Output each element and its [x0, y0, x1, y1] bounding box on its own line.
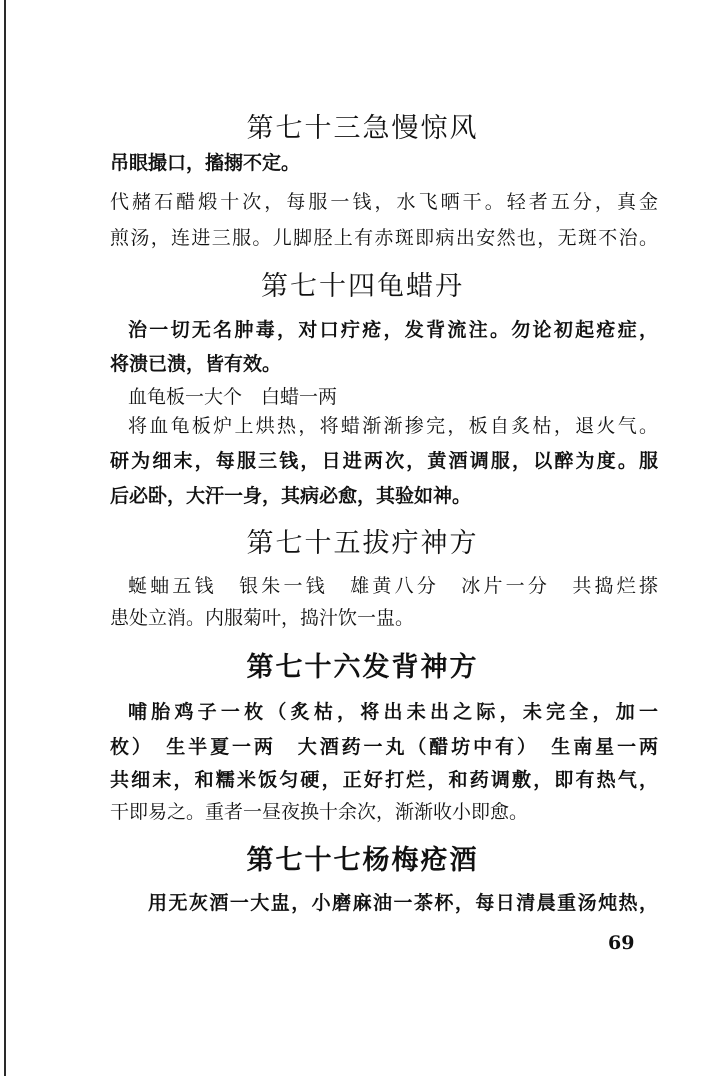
section-75-line-2: 患处立消。内服菊叶，捣汁饮一盅。 [110, 607, 415, 629]
section-74-line-1: 治一切无名肿毒，对口疔疮，发背流注。勿论初起疮症， [128, 319, 658, 341]
section-heading-76: 第七十六发背神方 [246, 652, 479, 683]
section-73-line-3: 煎汤，连进三服。儿脚胫上有赤斑即病出安然也，无斑不治。 [110, 227, 658, 249]
section-76-line-1: 哺胎鸡子一枚（炙枯，将出未出之际，未完全，加一 [128, 701, 658, 723]
section-heading-77: 第七十七杨梅疮酒 [246, 845, 479, 876]
section-76-line-4: 干即易之。重者一昼夜换十余次，渐渐收小即愈。 [110, 801, 529, 823]
section-77-line-1: 用无灰酒一大盅，小磨麻油一茶杯，每日清晨重汤炖热， [148, 892, 658, 914]
section-76-line-3: 共细末，和糯米饭匀硬，正好打烂，和药调敷，即有热气， [110, 769, 658, 791]
section-heading-74: 第七十四龟蜡丹 [261, 271, 464, 302]
section-73-line-1: 吊眼撮口，搐搦不定。 [110, 152, 301, 174]
section-heading-75: 第七十五拔疔神方 [246, 528, 479, 559]
section-75-line-1: 蜒蚰五钱 银朱一钱 雄黄八分 冰片一分 共捣烂搽 [128, 575, 658, 597]
section-74-line-5: 研为细末，每服三钱，日进两次，黄酒调服，以醉为度。服 [110, 450, 658, 472]
section-74-line-6: 后必卧，大汗一身，其病必愈，其验如神。 [110, 485, 472, 507]
section-heading-73: 第七十三急慢惊风 [246, 113, 479, 144]
section-74-line-2: 将溃已溃，皆有效。 [110, 353, 282, 375]
section-74-line-3: 血龟板一大个 白蜡一两 [128, 386, 338, 408]
section-73-line-2: 代赭石醋煅十次，每服一钱，水飞晒干。轻者五分，真金 [110, 191, 658, 213]
section-74-line-4: 将血龟板炉上烘热，将蜡渐渐掺完，板自炙枯，退火气。 [128, 415, 658, 437]
page-number: 69 [608, 932, 635, 954]
section-76-line-2: 枚） 生半夏一两 大酒药一丸（醋坊中有） 生南星一两 [110, 736, 658, 758]
